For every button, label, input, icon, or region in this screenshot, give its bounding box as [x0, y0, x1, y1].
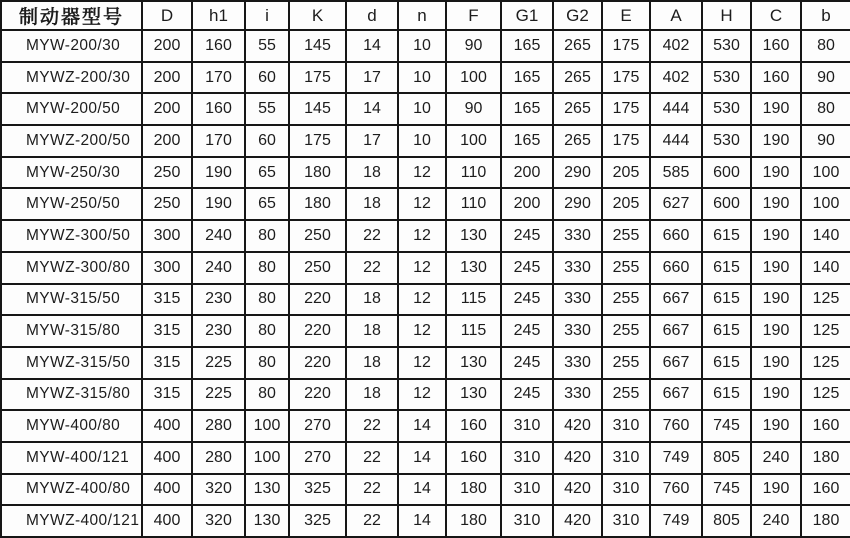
- value-cell-C: 190: [751, 252, 801, 284]
- value-cell-b: 140: [801, 252, 850, 284]
- value-cell-A: 444: [650, 125, 702, 157]
- model-cell: MYW-200/50: [1, 93, 142, 125]
- value-cell-C: 190: [751, 379, 801, 411]
- value-cell-C: 190: [751, 220, 801, 252]
- value-cell-D: 315: [142, 284, 192, 316]
- value-cell-K: 250: [289, 220, 346, 252]
- value-cell-E: 310: [602, 474, 650, 506]
- value-cell-n: 12: [398, 188, 446, 220]
- value-cell-h1: 230: [192, 315, 245, 347]
- value-cell-n: 14: [398, 474, 446, 506]
- value-cell-h1: 170: [192, 62, 245, 94]
- value-cell-h1: 160: [192, 93, 245, 125]
- value-cell-G2: 330: [553, 220, 602, 252]
- value-cell-D: 315: [142, 315, 192, 347]
- value-cell-h1: 160: [192, 30, 245, 62]
- value-cell-D: 250: [142, 157, 192, 189]
- value-cell-K: 325: [289, 505, 346, 537]
- value-cell-d: 18: [346, 379, 398, 411]
- value-cell-H: 745: [702, 410, 751, 442]
- value-cell-n: 12: [398, 347, 446, 379]
- value-cell-H: 615: [702, 379, 751, 411]
- value-cell-F: 100: [446, 125, 501, 157]
- value-cell-E: 255: [602, 347, 650, 379]
- table-row: [1, 93, 850, 125]
- value-cell-i: 100: [245, 410, 289, 442]
- value-cell-i: 80: [245, 252, 289, 284]
- value-cell-G1: 245: [501, 379, 553, 411]
- value-cell-d: 18: [346, 188, 398, 220]
- value-cell-G2: 420: [553, 442, 602, 474]
- column-header-F: F: [446, 1, 501, 30]
- value-cell-K: 220: [289, 284, 346, 316]
- value-cell-H: 530: [702, 62, 751, 94]
- value-cell-D: 200: [142, 30, 192, 62]
- value-cell-G2: 330: [553, 252, 602, 284]
- value-cell-D: 300: [142, 220, 192, 252]
- value-cell-G1: 245: [501, 315, 553, 347]
- value-cell-C: 240: [751, 505, 801, 537]
- column-header-d: d: [346, 1, 398, 30]
- value-cell-b: 160: [801, 474, 850, 506]
- model-cell: MYWZ-300/80: [1, 252, 142, 284]
- value-cell-H: 615: [702, 347, 751, 379]
- value-cell-b: 90: [801, 62, 850, 94]
- value-cell-A: 749: [650, 442, 702, 474]
- value-cell-D: 200: [142, 125, 192, 157]
- value-cell-G2: 290: [553, 188, 602, 220]
- table-row: [1, 474, 850, 506]
- table-row: [1, 315, 850, 347]
- column-header-E: E: [602, 1, 650, 30]
- table-row: [1, 252, 850, 284]
- value-cell-A: 585: [650, 157, 702, 189]
- value-cell-E: 175: [602, 125, 650, 157]
- value-cell-n: 12: [398, 315, 446, 347]
- value-cell-i: 130: [245, 474, 289, 506]
- value-cell-D: 250: [142, 188, 192, 220]
- value-cell-n: 14: [398, 442, 446, 474]
- value-cell-E: 255: [602, 315, 650, 347]
- value-cell-i: 100: [245, 442, 289, 474]
- column-header-b: b: [801, 1, 850, 30]
- column-header-A: A: [650, 1, 702, 30]
- value-cell-n: 12: [398, 157, 446, 189]
- value-cell-n: 12: [398, 284, 446, 316]
- model-cell: MYWZ-200/30: [1, 62, 142, 94]
- value-cell-n: 12: [398, 252, 446, 284]
- value-cell-F: 90: [446, 30, 501, 62]
- value-cell-d: 18: [346, 315, 398, 347]
- value-cell-H: 615: [702, 284, 751, 316]
- value-cell-b: 100: [801, 157, 850, 189]
- column-header-i: i: [245, 1, 289, 30]
- value-cell-F: 110: [446, 157, 501, 189]
- value-cell-K: 220: [289, 315, 346, 347]
- value-cell-G2: 420: [553, 474, 602, 506]
- table-row: [1, 220, 850, 252]
- table-row: [1, 125, 850, 157]
- value-cell-A: 667: [650, 379, 702, 411]
- value-cell-h1: 280: [192, 442, 245, 474]
- value-cell-G1: 245: [501, 284, 553, 316]
- value-cell-b: 100: [801, 188, 850, 220]
- model-cell: MYW-400/80: [1, 410, 142, 442]
- column-header-H: H: [702, 1, 751, 30]
- value-cell-h1: 190: [192, 188, 245, 220]
- value-cell-i: 60: [245, 125, 289, 157]
- value-cell-G2: 420: [553, 505, 602, 537]
- value-cell-n: 10: [398, 125, 446, 157]
- value-cell-E: 310: [602, 442, 650, 474]
- value-cell-G1: 165: [501, 93, 553, 125]
- value-cell-d: 22: [346, 410, 398, 442]
- value-cell-K: 175: [289, 125, 346, 157]
- value-cell-C: 190: [751, 410, 801, 442]
- value-cell-G2: 330: [553, 347, 602, 379]
- value-cell-H: 530: [702, 30, 751, 62]
- table-row: [1, 347, 850, 379]
- value-cell-C: 160: [751, 62, 801, 94]
- value-cell-h1: 225: [192, 347, 245, 379]
- model-cell: MYWZ-200/50: [1, 125, 142, 157]
- value-cell-i: 80: [245, 284, 289, 316]
- table-row: [1, 505, 850, 537]
- value-cell-E: 310: [602, 410, 650, 442]
- value-cell-d: 22: [346, 442, 398, 474]
- value-cell-D: 315: [142, 347, 192, 379]
- value-cell-h1: 190: [192, 157, 245, 189]
- header-row: [1, 1, 850, 30]
- value-cell-n: 14: [398, 410, 446, 442]
- value-cell-D: 200: [142, 62, 192, 94]
- value-cell-C: 160: [751, 30, 801, 62]
- model-cell: MYW-250/30: [1, 157, 142, 189]
- value-cell-F: 180: [446, 474, 501, 506]
- value-cell-b: 160: [801, 410, 850, 442]
- value-cell-A: 627: [650, 188, 702, 220]
- value-cell-H: 615: [702, 252, 751, 284]
- value-cell-E: 175: [602, 30, 650, 62]
- value-cell-b: 125: [801, 284, 850, 316]
- value-cell-A: 660: [650, 220, 702, 252]
- model-cell: MYW-315/80: [1, 315, 142, 347]
- value-cell-b: 125: [801, 315, 850, 347]
- table-row: [1, 188, 850, 220]
- value-cell-G1: 165: [501, 62, 553, 94]
- value-cell-n: 12: [398, 379, 446, 411]
- value-cell-D: 400: [142, 410, 192, 442]
- value-cell-b: 180: [801, 505, 850, 537]
- value-cell-G1: 310: [501, 474, 553, 506]
- value-cell-K: 250: [289, 252, 346, 284]
- value-cell-n: 10: [398, 62, 446, 94]
- value-cell-H: 600: [702, 157, 751, 189]
- value-cell-H: 745: [702, 474, 751, 506]
- value-cell-G2: 290: [553, 157, 602, 189]
- value-cell-K: 145: [289, 93, 346, 125]
- value-cell-D: 400: [142, 474, 192, 506]
- value-cell-b: 125: [801, 347, 850, 379]
- value-cell-n: 10: [398, 93, 446, 125]
- value-cell-H: 530: [702, 93, 751, 125]
- value-cell-C: 190: [751, 474, 801, 506]
- value-cell-h1: 320: [192, 474, 245, 506]
- value-cell-A: 667: [650, 284, 702, 316]
- value-cell-G1: 245: [501, 252, 553, 284]
- value-cell-i: 55: [245, 93, 289, 125]
- value-cell-F: 180: [446, 505, 501, 537]
- table-row: [1, 62, 850, 94]
- value-cell-F: 115: [446, 284, 501, 316]
- column-header-n: n: [398, 1, 446, 30]
- value-cell-b: 80: [801, 93, 850, 125]
- value-cell-K: 325: [289, 474, 346, 506]
- value-cell-E: 255: [602, 252, 650, 284]
- value-cell-K: 180: [289, 157, 346, 189]
- value-cell-i: 65: [245, 188, 289, 220]
- model-cell: MYWZ-315/80: [1, 379, 142, 411]
- table-row: [1, 30, 850, 62]
- value-cell-G2: 265: [553, 62, 602, 94]
- value-cell-d: 18: [346, 284, 398, 316]
- table-row: [1, 157, 850, 189]
- value-cell-b: 125: [801, 379, 850, 411]
- value-cell-h1: 170: [192, 125, 245, 157]
- value-cell-K: 175: [289, 62, 346, 94]
- value-cell-H: 600: [702, 188, 751, 220]
- value-cell-E: 205: [602, 188, 650, 220]
- value-cell-H: 530: [702, 125, 751, 157]
- value-cell-h1: 225: [192, 379, 245, 411]
- value-cell-G1: 310: [501, 410, 553, 442]
- model-cell: MYWZ-400/121: [1, 505, 142, 537]
- value-cell-G2: 420: [553, 410, 602, 442]
- column-header-C: C: [751, 1, 801, 30]
- value-cell-H: 805: [702, 442, 751, 474]
- value-cell-D: 400: [142, 442, 192, 474]
- table-row: [1, 410, 850, 442]
- column-header-G2: G2: [553, 1, 602, 30]
- table-row: [1, 284, 850, 316]
- column-header-K: K: [289, 1, 346, 30]
- value-cell-F: 90: [446, 93, 501, 125]
- value-cell-d: 22: [346, 220, 398, 252]
- value-cell-H: 805: [702, 505, 751, 537]
- value-cell-G2: 265: [553, 30, 602, 62]
- value-cell-n: 12: [398, 220, 446, 252]
- column-header-h1: h1: [192, 1, 245, 30]
- value-cell-G1: 245: [501, 220, 553, 252]
- model-cell: MYWZ-300/50: [1, 220, 142, 252]
- column-header-G1: G1: [501, 1, 553, 30]
- value-cell-i: 55: [245, 30, 289, 62]
- value-cell-F: 130: [446, 379, 501, 411]
- value-cell-d: 17: [346, 125, 398, 157]
- value-cell-A: 760: [650, 474, 702, 506]
- value-cell-G1: 200: [501, 188, 553, 220]
- value-cell-n: 14: [398, 505, 446, 537]
- model-cell: MYWZ-400/80: [1, 474, 142, 506]
- value-cell-D: 315: [142, 379, 192, 411]
- value-cell-i: 65: [245, 157, 289, 189]
- model-cell: MYWZ-315/50: [1, 347, 142, 379]
- value-cell-d: 14: [346, 93, 398, 125]
- value-cell-A: 660: [650, 252, 702, 284]
- value-cell-F: 130: [446, 220, 501, 252]
- value-cell-i: 130: [245, 505, 289, 537]
- value-cell-F: 100: [446, 62, 501, 94]
- value-cell-E: 255: [602, 379, 650, 411]
- value-cell-d: 22: [346, 474, 398, 506]
- value-cell-i: 60: [245, 62, 289, 94]
- table-body: [1, 30, 850, 537]
- column-header-model: 制动器型号: [1, 1, 142, 30]
- value-cell-F: 130: [446, 252, 501, 284]
- value-cell-A: 760: [650, 410, 702, 442]
- value-cell-b: 140: [801, 220, 850, 252]
- value-cell-F: 160: [446, 442, 501, 474]
- value-cell-G2: 265: [553, 125, 602, 157]
- value-cell-h1: 230: [192, 284, 245, 316]
- value-cell-F: 115: [446, 315, 501, 347]
- value-cell-D: 200: [142, 93, 192, 125]
- value-cell-K: 145: [289, 30, 346, 62]
- value-cell-C: 190: [751, 188, 801, 220]
- value-cell-G1: 310: [501, 505, 553, 537]
- value-cell-G1: 245: [501, 347, 553, 379]
- value-cell-i: 80: [245, 220, 289, 252]
- value-cell-K: 220: [289, 379, 346, 411]
- value-cell-i: 80: [245, 379, 289, 411]
- value-cell-A: 749: [650, 505, 702, 537]
- value-cell-H: 615: [702, 315, 751, 347]
- table-row: [1, 379, 850, 411]
- model-cell: MYW-200/30: [1, 30, 142, 62]
- value-cell-G2: 330: [553, 379, 602, 411]
- model-cell: MYW-250/50: [1, 188, 142, 220]
- value-cell-G1: 165: [501, 30, 553, 62]
- value-cell-G1: 310: [501, 442, 553, 474]
- value-cell-C: 190: [751, 125, 801, 157]
- value-cell-G1: 200: [501, 157, 553, 189]
- value-cell-h1: 240: [192, 220, 245, 252]
- value-cell-G1: 165: [501, 125, 553, 157]
- value-cell-H: 615: [702, 220, 751, 252]
- value-cell-C: 190: [751, 347, 801, 379]
- column-header-D: D: [142, 1, 192, 30]
- model-cell: MYW-315/50: [1, 284, 142, 316]
- value-cell-i: 80: [245, 347, 289, 379]
- value-cell-h1: 320: [192, 505, 245, 537]
- value-cell-h1: 240: [192, 252, 245, 284]
- value-cell-E: 255: [602, 284, 650, 316]
- value-cell-E: 255: [602, 220, 650, 252]
- value-cell-C: 190: [751, 284, 801, 316]
- value-cell-b: 180: [801, 442, 850, 474]
- model-cell: MYW-400/121: [1, 442, 142, 474]
- value-cell-b: 90: [801, 125, 850, 157]
- value-cell-E: 205: [602, 157, 650, 189]
- value-cell-K: 270: [289, 442, 346, 474]
- value-cell-C: 240: [751, 442, 801, 474]
- value-cell-C: 190: [751, 315, 801, 347]
- value-cell-d: 18: [346, 347, 398, 379]
- value-cell-D: 300: [142, 252, 192, 284]
- value-cell-C: 190: [751, 157, 801, 189]
- value-cell-E: 175: [602, 93, 650, 125]
- value-cell-d: 17: [346, 62, 398, 94]
- value-cell-G2: 265: [553, 93, 602, 125]
- value-cell-G2: 330: [553, 315, 602, 347]
- table-row: [1, 442, 850, 474]
- value-cell-A: 667: [650, 347, 702, 379]
- value-cell-F: 130: [446, 347, 501, 379]
- value-cell-E: 175: [602, 62, 650, 94]
- value-cell-n: 10: [398, 30, 446, 62]
- value-cell-E: 310: [602, 505, 650, 537]
- value-cell-F: 110: [446, 188, 501, 220]
- value-cell-d: 22: [346, 252, 398, 284]
- value-cell-d: 18: [346, 157, 398, 189]
- value-cell-G2: 330: [553, 284, 602, 316]
- value-cell-A: 402: [650, 62, 702, 94]
- value-cell-K: 220: [289, 347, 346, 379]
- value-cell-b: 80: [801, 30, 850, 62]
- value-cell-D: 400: [142, 505, 192, 537]
- value-cell-K: 270: [289, 410, 346, 442]
- value-cell-i: 80: [245, 315, 289, 347]
- value-cell-A: 667: [650, 315, 702, 347]
- value-cell-A: 402: [650, 30, 702, 62]
- value-cell-F: 160: [446, 410, 501, 442]
- value-cell-d: 22: [346, 505, 398, 537]
- value-cell-h1: 280: [192, 410, 245, 442]
- value-cell-A: 444: [650, 93, 702, 125]
- value-cell-C: 190: [751, 93, 801, 125]
- value-cell-d: 14: [346, 30, 398, 62]
- value-cell-K: 180: [289, 188, 346, 220]
